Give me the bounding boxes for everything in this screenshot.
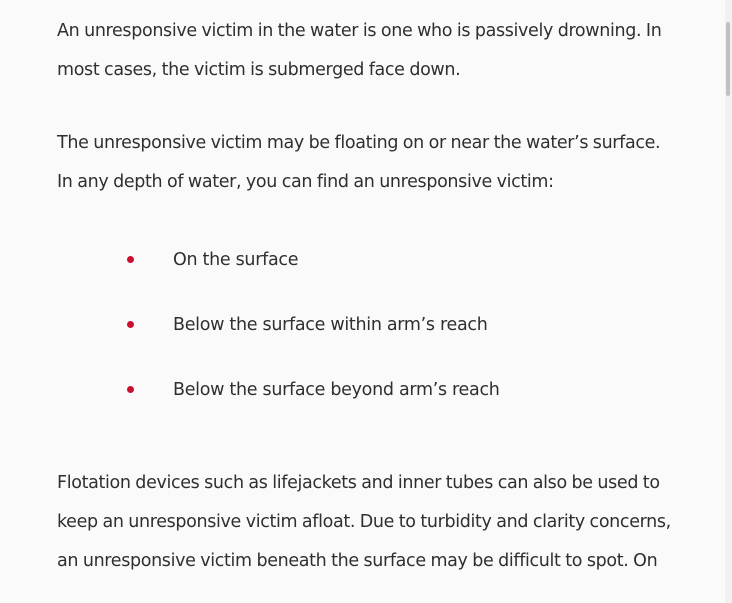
paragraph-flotation: Flotation devices such as lifejackets and inner tubes can also be used to keep an unresponsive victim afloat. Due to turbidity and clarity concerns, an unresponsive victim beneath the surface may be difficult to spot. On (57, 473, 671, 571)
scrollbar-thumb[interactable] (726, 22, 730, 96)
vertical-scrollbar[interactable] (725, 0, 732, 603)
article-content (57, 12, 677, 581)
bullet-dot-icon (127, 321, 134, 328)
list-item (57, 370, 677, 435)
list-item (57, 305, 677, 370)
bullet-dot-icon (127, 256, 134, 263)
list-item (57, 240, 677, 305)
bullet-dot-icon (127, 386, 134, 393)
paragraph-surface: The unresponsive victim may be floating on or near the water’s surface. In any depth of water, you can find an unresponsive victim: (57, 133, 661, 192)
list-item-text: Below the surface within arm’s reach (173, 315, 488, 335)
list-item-text: Below the surface beyond arm’s reach (173, 380, 500, 400)
list-item-text: On the surface (173, 250, 299, 270)
paragraph-intro: An unresponsive victim in the water is one who is passively drowning. In most cases, the victim is submerged face down. (57, 21, 662, 80)
bullet-list (57, 240, 677, 435)
